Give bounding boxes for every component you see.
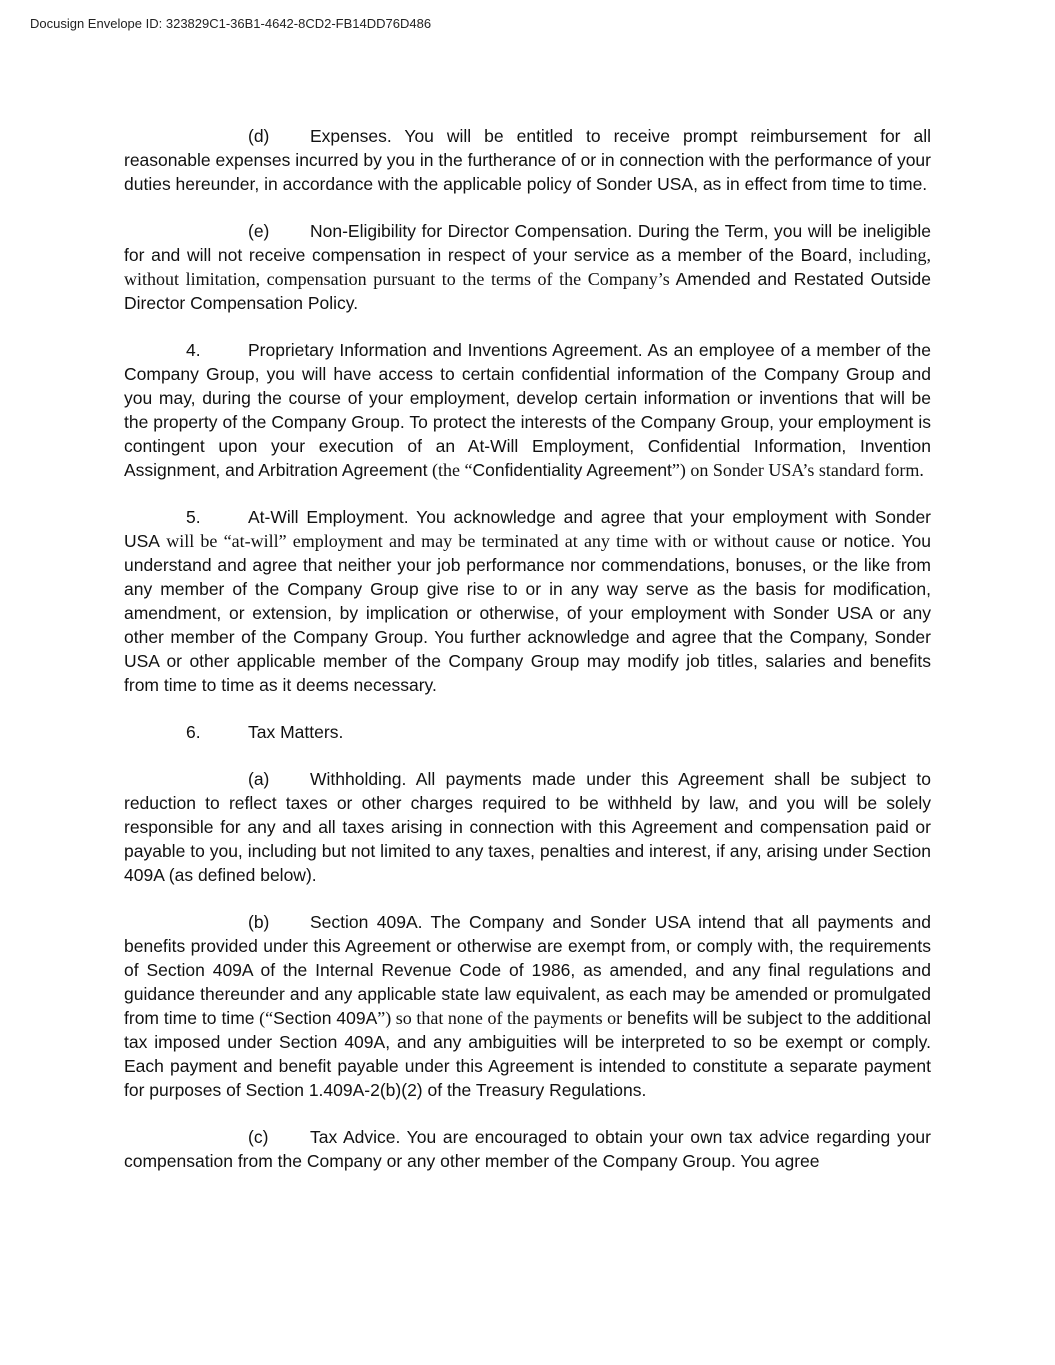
paragraph-text: Amended and Restated Outside Director Compensation Policy. [124,269,931,313]
paragraph-title: Withholding. [310,769,407,789]
section-at-will-employment [124,505,931,697]
paragraph-tax-advice [124,1125,931,1173]
paragraph-section-409a [124,910,931,1102]
paragraph-withholding [124,767,931,887]
section-title: Tax Matters. [248,722,344,742]
paragraph-text: The Company and Sonder USA intend that all payments and benefits provided under this Agreement or otherwise are exempt from, or comply with, the requirements of Section 409A of the Internal Revenue Code of 1986, as amended, and any final regulations and guidance thereunder and any applicable state law equivalent, as each may be amended or promulgated from time to time [124,912,932,1028]
defined-term: Section 409A [273,1008,378,1028]
section-number: 4. [186,340,201,360]
paragraph-title: Non-Eligibility for Director Compensation. [310,221,633,241]
section-text-serif: ”) on Sonder USA’s standard form. [671,460,924,480]
section-text-serif: (the “ [427,460,473,480]
paragraph-text-serif: (“ [254,1008,274,1028]
paragraph-text-serif: ”) so that none of the payments or [377,1008,623,1028]
defined-term: Confidentiality Agreement [472,460,672,480]
section-title: Proprietary Information and Inventions Agreement. [248,340,643,360]
section-proprietary-information [124,338,931,482]
section-tax-matters [124,720,931,744]
paragraph-text-serif: including, without limitation, compensation pursuant to the terms of the Company’s [124,245,931,289]
paragraph-number: (b) [248,912,270,932]
section-text-serif: will be “at-will” employment and may be terminated at any time with or without cause [159,531,815,551]
paragraph-text: All payments made under this Agreement shall be subject to reduction to reflect taxes or other charges required to be withheld by law, and you will be solely responsible for any and all taxes arising in connection with this Agreement and compensation paid or payable to you, including but not limited to any taxes, penalties and interest, if any, arising under Section 409A (as defined below). [124,769,931,885]
section-text: You acknowledge and agree that your employment with Sonder USA [124,507,932,551]
paragraph-title: Tax Advice. [310,1127,401,1147]
paragraph-number: (e) [248,221,270,241]
paragraph-text: You will be entitled to receive prompt reimbursement for all reasonable expenses incurred by you in the furtherance of or in connection with the performance of your duties hereunder, in accordance with the applicable policy of Sonder USA, as in effect from time to time. [124,126,931,194]
paragraph-title: Expenses. [310,126,392,146]
paragraph-text: During the Term, you will be ineligible for and will not receive compensation in respect of your service as a member of the Board, [124,221,932,265]
paragraph-number: (c) [248,1127,269,1147]
document-body [124,124,931,1196]
section-number: 5. [186,507,201,527]
section-text: As an employee of a member of the Company Group, you will have access to certain confidential information of the Company Group and you may, during the course of your employment, develop certain information or inventions that will be the property of the Company Group. To protect the interests of the Company Group, your employment is contingent upon your execution of an At-Will Employment, Confidential Information, Invention Assignment, and Arbitration Agreement [124,340,931,480]
section-number: 6. [186,722,201,742]
section-text: or notice. You understand and agree that neither your job performance nor commendations, bonuses, or the like from any member of the Company Group give rise to or in any way serve as the basis for modification, amendment, or extension, by implication or otherwise, of your employment with Sonder USA or any other member of the Company Group. You further acknowledge and agree that the Company, Sonder USA or other applicable member of the Company Group may modify job titles, salaries and benefits from time to time as it deems necessary. [124,531,931,695]
paragraph-text: You are encouraged to obtain your own tax advice regarding your compensation from the Company or any other member of the Company Group. You agree [124,1127,931,1171]
section-title: At-Will Employment. [248,507,409,527]
paragraph-number: (d) [248,126,270,146]
envelope-id: Docusign Envelope ID: 323829C1-36B1-4642-8CD2-FB14DD76D486 [30,16,432,31]
paragraph-non-eligibility [124,219,931,315]
paragraph-title: Section 409A. [310,912,423,932]
paragraph-number: (a) [248,769,270,789]
paragraph-text: benefits will be subject to the additional tax imposed under Section 409A, and any ambiguities will be interpreted to so be exempt or comply. Each payment and benefit payable under this Agreement is intended to constitute a separate payment for purposes of Section 1.409A-2(b)(2) of the Treasury Regulations. [124,1008,932,1100]
paragraph-expenses [124,124,931,196]
